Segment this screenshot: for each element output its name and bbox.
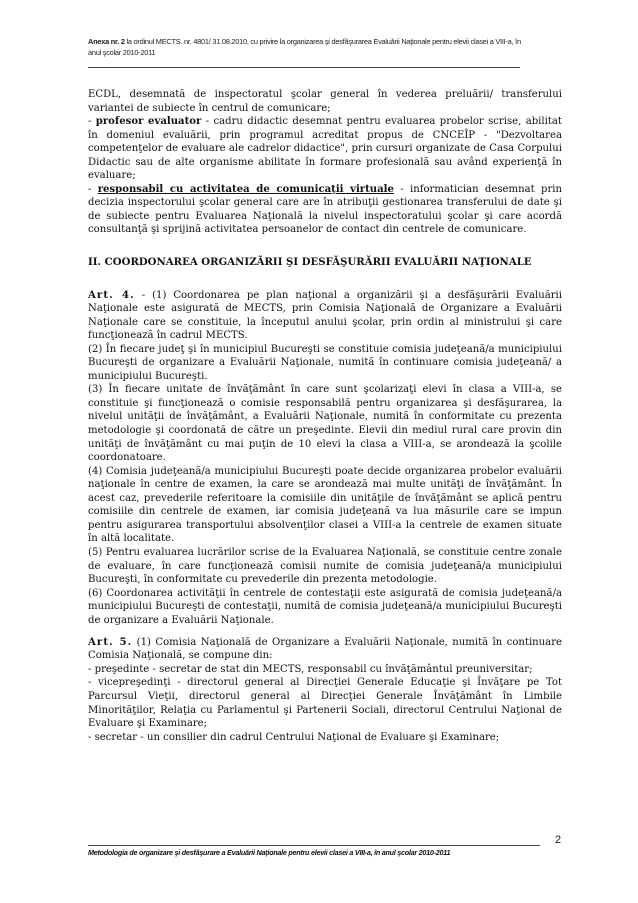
art4-paragraph-6: (6) Coordonarea activităţii în centrele de contestaţii este asigurată de comisia judeţeană/a municipiului Bucureşti de contestaţii, numită de comisia judeţeană/a municipiului Bucureşti de organizare a Evaluării Naţionale. <box>88 587 562 626</box>
header-line-2: anul şcolar 2010-2011 <box>88 47 156 57</box>
art5-list-item-vicepresedinti: - vicepreşedinţi - directorul general al Direcţiei Generale Educaţie şi Învăţare pe Tot Parcursul Vieţii, directorul general al Direcţiei Generale Învăţământ în Limbile Minorităţilor, Relaţia cu Parlamentul şi Partenerii Sociali, directorul Centrului Naţional de Evaluare şi Examinare; <box>88 677 562 730</box>
section-title: II. COORDONAREA ORGANIZĂRII ŞI DESFĂŞURĂRII EVALUĂRII NAŢIONALE <box>88 257 532 269</box>
paragraph-ecdl: ECDL, desemnată de inspectoratul şcolar general în vederea preluării/ transferului variantei de subiecte în centrul de comunicare; <box>88 89 562 114</box>
art4-paragraph-1: Art. 4. - (1) Coordonarea pe plan naţional a organizării şi a desfăşurării Evaluării Naţionale este asigurată de MECTS, prin Comisia Naţională de Organizare a Evaluării Naţionale care se constituie, la începutul anului şcolar, prin ordin al ministrului şi care funcţionează în cadrul MECTS. <box>88 289 562 342</box>
document-body <box>88 88 562 744</box>
art4-paragraph-3: (3) În fiecare unitate de învăţământ în care sunt şcolarizaţi elevi în clasa a VIII-a, se constituie şi funcţionează o comisie responsabilă pentru organizarea şi desfăşurarea, la nivelul unităţii de învăţământ, a Evaluării Naţionale, numită în conformitate cu prezenta metodologie şi coordonată de către un preşedinte. Elevii din mediul rural care provin din unităţi de învăţământ cu mai puţin de 10 elevi la clasa a VIII-a, se arondează la şcolile coordonatoare. <box>88 384 562 464</box>
art4-label: Art. 4. <box>88 289 135 301</box>
paragraph-profesor-evaluator: - profesor evaluator - cadru didactic desemnat pentru evaluarea probelor scrise, abilitat în domeniul evaluării, prin programul acreditat propus de CNCEÎP - "Dezvoltarea competenţelor de evaluare ale cadrelor didactice", prin cursuri organizate de Casa Corpului Didactic sau de alte organisme abilitate în formare profesională sau având experienţă în evaluare; <box>88 116 562 182</box>
art4-paragraph-2: (2) În fiecare judeţ şi în municipiul Bucureşti se constituie comisia judeţeană/a municipiului Bucureşti de organizare a Evaluării Naţionale, numită în continuare comisia judeţeană/ a municipiului Bucureşti. <box>88 343 562 382</box>
footer-divider <box>88 845 540 846</box>
page-number: 2 <box>555 834 562 846</box>
art5-list-item-presedinte: - preşedinte - secretar de stat din MECTS, responsabil cu învăţământul preuniversitar; <box>88 663 533 675</box>
art4-paragraph-4: (4) Comisia judeţeană/a municipiului Bucureşti poate decide organizarea probelor evaluării naţionale în centre de examen, la care se arondează mai multe unităţi de învăţământ. În acest caz, prevederile referitoare la comisiile din unităţile de învăţământ se aplică pentru comisiile din centrele de examen, iar comisia judeţeană va lua măsurile care se impun pentru asigurarea transportului absolvenţilor clasei a VIII-a la centrele de examen situate în altă localitate. <box>88 465 562 545</box>
header-line-1 <box>88 37 566 48</box>
term-profesor-evaluator: profesor evaluator <box>95 116 202 128</box>
page-header <box>88 37 566 58</box>
page-footer: Metodologia de organizare şi desfăşurare a Evaluării Naţionale pentru elevii clasei a VIII-a, în anul şcolar 2010-2011 <box>88 848 451 857</box>
paragraph-responsabil-comunicatii: - responsabil cu activitatea de comunicaţii virtuale - informatician desemnat prin decizia inspectorului şcolar general care are în atribuţii gestionarea transferului de date şi de subiecte pentru Evaluarea Naţională la nivelul inspectoratului şcolar şi care acordă consultanţă şi sprijină activitatea persoanelor de contact din centrele de comunicare. <box>88 183 563 236</box>
header-divider <box>88 67 520 68</box>
annex-label: Anexa nr. 2 <box>88 37 125 46</box>
art5-list-item-secretar: - secretar - un consilier din cadrul Centrului Naţional de Evaluare şi Examinare; <box>88 731 500 743</box>
art5-paragraph-1: Art. 5. (1) Comisia Naţională de Organizare a Evaluării Naţionale, numită în continuare Comisia Naţională, se compune din: <box>88 636 562 662</box>
art4-paragraph-5: (5) Pentru evaluarea lucrărilor scrise de la Evaluarea Naţională, se constituie centre zonale de evaluare, în care funcţionează comisii numite de comisia judeţeană/a municipiului Bucureşti, în conformitate cu prevederile din prezenta metodologie. <box>88 546 562 586</box>
term-responsabil-comunicatii: responsabil cu activitatea de comunicaţii virtuale <box>97 183 394 195</box>
art5-label: Art. 5. <box>88 636 133 648</box>
header-order-text: la ordinul MECTS. nr. 4801/ 31.08.2010, cu privire la organizarea şi desfăşurarea Evaluării Naţionale pentru elevii clasei a VIII-a, în <box>124 37 521 46</box>
